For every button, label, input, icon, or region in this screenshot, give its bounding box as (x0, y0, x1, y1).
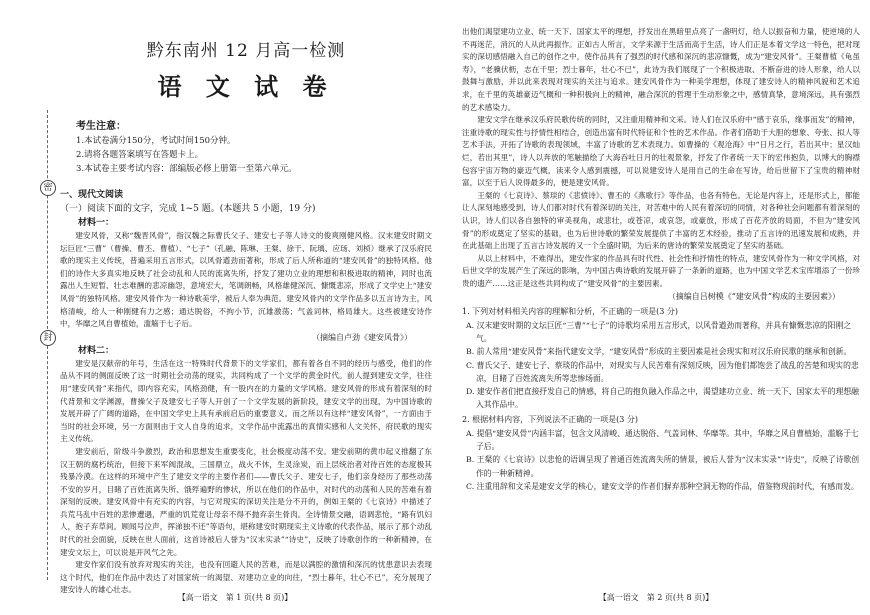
material1-source: （摘编自卢劲《建安风骨》） (312, 332, 412, 342)
material2-source: （摘编自吕树模《“建安风骨”构成的主要因素》） (667, 292, 840, 302)
question-1-option-b: B. 前人常用“建安风骨”来指代建安文学，“建安风骨”形成的主要因素是社会现实和对汉乐府民歌的继承和创新。 (466, 347, 852, 357)
notice-item: 2.请将各题答案填写在答题卡上。 (76, 150, 204, 160)
question-2-option-a: A. 提倡“建安风骨”内涵丰富，包含文风清峻、通达脱俗、气盖词林、华靡等。其中，华靡之风自曹植始，滥觞于七子后。 (466, 428, 859, 452)
page-footer-left: 【高一语文 第 1 页(共 8 页)】 (177, 593, 293, 602)
notice-block (60, 120, 432, 176)
subsection-heading: （一）阅读下面的文字，完成 1~5 题。(本题共 5 小题，19 分) (60, 204, 316, 214)
material1-label: 材料一： (78, 218, 115, 228)
question-1-option-d: D. 建安作者们把直接抒发自己的情感，将自己的抱负融入作品之中，渴望建功立业、统一天下、国家太平的理想融入其作品中。 (466, 386, 859, 410)
margin-label-feng: 封 (40, 330, 56, 346)
right-content (462, 26, 860, 493)
page-footer-right: 【高一语文 第 2 页(共 8 页)】 (598, 593, 714, 602)
left-content (60, 0, 432, 597)
material2-paragraph: 王粲的《七哀诗》、蔡琰的《悲愤诗》、曹丕的《燕歌行》等作品，也各有特色。无论是内容上，还是形式上，都能让人深刻地感受到，诗人们都对时代有着深切的关注，对苦难中的人民有着深切的同情，对各种社会问题都有着深刻的认识，诗人们以各自独特的审美视角，或悲壮，或苍凉，或哀怨，或豪放，形成了百花齐放的局面，不但为“建安风骨”的形成奠定了坚实的基础，也为后世诗歌的繁荣发展提供了丰富的艺术经验，推动了五言诗的迅速发展和成熟，并在此基础上出现了五言古诗发展的又一个全盛时期，为后来的唐诗的繁荣发展奠定了坚实的基础。 (462, 190, 860, 251)
notice-item: 3.本试卷主要考试内容：部编版必修上册第一至第六单元。 (76, 164, 297, 174)
section-heading: 一、现代文阅读 (60, 190, 124, 200)
notice-title: 考生注意： (76, 121, 126, 132)
exam-subtitle: 语 文 试 卷 (157, 72, 335, 101)
material2-paragraph: 从以上材料中，不难得出，建安作家的作品具有时代性、社会性和抒情性的特点，建安风骨作为一种文学风格，对后世文学的发展产生了深远的影响，为中国古典诗歌的发展开辟了一条新的道路，也为中国文学艺术宝库增添了一份珍贵的遗产……这正是这些共同构成了“建安风骨”的主要因素。 (462, 253, 860, 288)
question-1-option-c: C. 曹氏父子、建安七子、蔡琰的作品中，对现实与人民苦难有深刻反映，因为他们都饱尝了战乱的苦楚和现实的悲凉，目睹了百姓流离失所等悲惨场面。 (466, 360, 859, 383)
material2-label: 材料二： (78, 345, 115, 356)
material2-continued: 出他们渴望建功立业、统一天下、国家太平的理想，抒发出在黑暗里点亮了一盏明灯，给人以振奋和力量，使逆境的人不再迷茫，消沉的人从此再振作。正如古人所言，文学来源于生活而高于生活，诗人们正是本着文学这一特色，把对现实的深切感悟融入自己的创作之中，使作品具有了强烈的时代感和深沉的悲凉慷慨，成为“建安风骨”。王粲曹植《龟虽寿》，“老骥伏枥，志在千里；烈士暮年，壮心不已”，此诗为我们展现了一个积极进取、不断奋进的诗人形象，给人以鼓舞与激励，并以此来表现对现实的关注与追求。建安风骨作为一种美学理想，体现了建安诗人的精神风貌和艺术追求，在千里的英雄豪迈气概和一种积极向上的精神，融合深沉的哲理于生动形象之中，感情真挚，意境深远，具有强烈的艺术感染力。 (462, 27, 860, 112)
question-1-option-a: A. 汉末建安时期的文坛巨匠“三曹”“七子”的诗歌均采用五言形式，以风骨遒劲而著称，并具有慷慨悲凉的阳刚之气。 (466, 320, 852, 344)
notice-item: 1.本试卷满分150分，考试时间150分钟。 (76, 136, 236, 146)
material2-paragraph: 建安作家们没有放弃对现实的关注，也没有回避人民的苦难，而是以满腔的激情和深沉的忧患意识去表现这个时代，他们在作品中表达了对国家统一的渴望、对建功立业的向往，“烈士暮年，壮心不已”，充分展现了建安诗人的雄心壮志。 (60, 560, 432, 595)
margin-label-mi: 密 (40, 180, 56, 196)
question-2: 2. 根据材料内容，下列说法不正确的一项是(3 分) (462, 415, 639, 425)
question-1: 1. 下列对材料相关内容的理解和分析，不正确的一项是(3 分) (462, 307, 679, 317)
material1-text: 建安风骨，又称“魏晋风骨”，指汉魏之际曹氏父子、建安七子等人诗文的俊爽刚健风格。汉末建安时期文坛巨匠“三曹”（曹操、曹丕、曹植）、“七子”（孔融、陈琳、王粲、徐干、阮瑀、应玚、刘桢）继承了汉乐府民歌的现实主义传统，普遍采用五言形式，以风骨遒劲而著称，形成了后人所称道的“建安风骨”的独特风格。他们的诗作大多真实地反映了社会动乱和人民的流离失所，抒发了建功立业的理想和积极进取的精神，同时也流露出人生短暂、壮志难酬的悲凉幽怨，意境宏大，笔调朗畅，风格雄健深沉、慷慨悲凉，形成了文学史上“建安风骨”的独特风格。建安风骨作为一种诗歌美学，被后人奉为典范。建安风骨内的文学作品多以五言诗为主，风格清峻，给人一种刚健有力之感；通达脱俗，不拘小节，沉雄激荡；气盖词林，格局雄大。这些被建安诗作中，华靡之风自曹植始，滥觞于七子后。 (60, 231, 432, 329)
question-2-option-c: C. 注重用辞和文采是建安文学的核心，建安文学的作者们摒弃那种空洞无物的作品，借鉴物现前时代，有感而发。 (466, 481, 859, 491)
material2-paragraph: 建安前后，阶级斗争激烈，政治和思想发生重要变化，社会极度动荡不安。建安前期的黄巾起义推翻了东汉王朝的腐朽统治，但接下来军阀混战，三国鼎立，战火不休，生灵涂炭，而上层统治者对待百姓的态度极其残暴冷漠。在这样的环境中产生了建安文学的主要作者们——曹氏父子、建安七子，他们亲身经历了那些动荡不安的岁月，目睹了百姓流离失所、饿殍遍野的惨状，所以在他们的作品中，对时代的动荡和人民的苦难有着深刻的反映。建安风骨中有充实的内容，与它对现实的深切关注是分不开的，例如王粲的《七哀诗》中描述了兵荒马乱中百姓的悲惨遭遇，严重的饥荒竟让母亲不得不抛弃亲生骨肉。全诗情景交融，语调悲怆，“路有饥妇人，抱子弃草间。顾闻号泣声，挥涕独不还”等语句，堪称建安时期现实主义诗歌的代表作品，展示了那个动乱时代的社会面貌，反映在世人面前，这首诗被后人誉为“汉末实录”“诗史”，反映了诗歌创作的一种新精神，在建安文坛上，可以说是开风气之先。 (60, 446, 432, 557)
material2-paragraph: 建安是汉献帝的年号，生活在这一特殊时代背景下的文学家们，都有着各自不同的经历与感受，他们的作品从不同的侧面反映了这一时期社会动荡的现实，共同构成了一个文学的黄金时代。前人提到建安文学，往往用“建安风骨”来指代，即内容充实，风格劲健，有一股内在的力量的文学风格。建安风骨的形成有着深刻的时代背景和文学渊源，曹操父子及建安七子等人开创了一个文学发展的新阶段，建安文学的出现，为中国诗歌的发展开辟了广阔的道路，在中国文学史上具有承前启后的重要意义。而之所以有这样“建安风骨”，一方面由于当时的社会环境，另一方面则由于文人自身的追求，文学作品中流露出的真情实感和人文关怀，府民歌的现实主义传统。 (60, 358, 432, 444)
right-page (442, 0, 870, 615)
question-2-option-b: B. 王粲的《七哀诗》以悲怆的语调呈现了普通百姓流离失所的情景，被后人誉为“汉末实录”“诗史”，反映了诗歌创作的一种新精神。 (466, 455, 860, 478)
binding-margin (40, 110, 56, 580)
exam-title: 黔东南州 12 月高一检测 (146, 41, 346, 61)
material2-paragraph: 建安文学在继承汉乐府民歌传统的同时，又注重用精神和文采。诗人们在汉乐府中“感于哀乐，缘事而发”的精神，注重诗歌的现实性与抒情性相结合，创造出富有时代特征和个性的艺术作品。作者们借助于大胆的想象、夸张、拟人等艺术手法，开拓了诗歌的表现领域，丰富了诗歌的艺术表现力。如曹操的《观沧海》中“日月之行，若出其中；星汉灿烂，若出其里”，诗人以奔放的笔触描绘了大海吞吐日月的壮观景象，抒发了作者统一天下的宏伟抱负，以博大的胸襟包容宇宙万物的豪迈气概，读来令人感到震撼，可以说建安诗人是用自己的生命在写诗，给后世留下了宝贵的精神财富，以至于后人说得最多的，便是建安风骨。 (462, 115, 860, 188)
